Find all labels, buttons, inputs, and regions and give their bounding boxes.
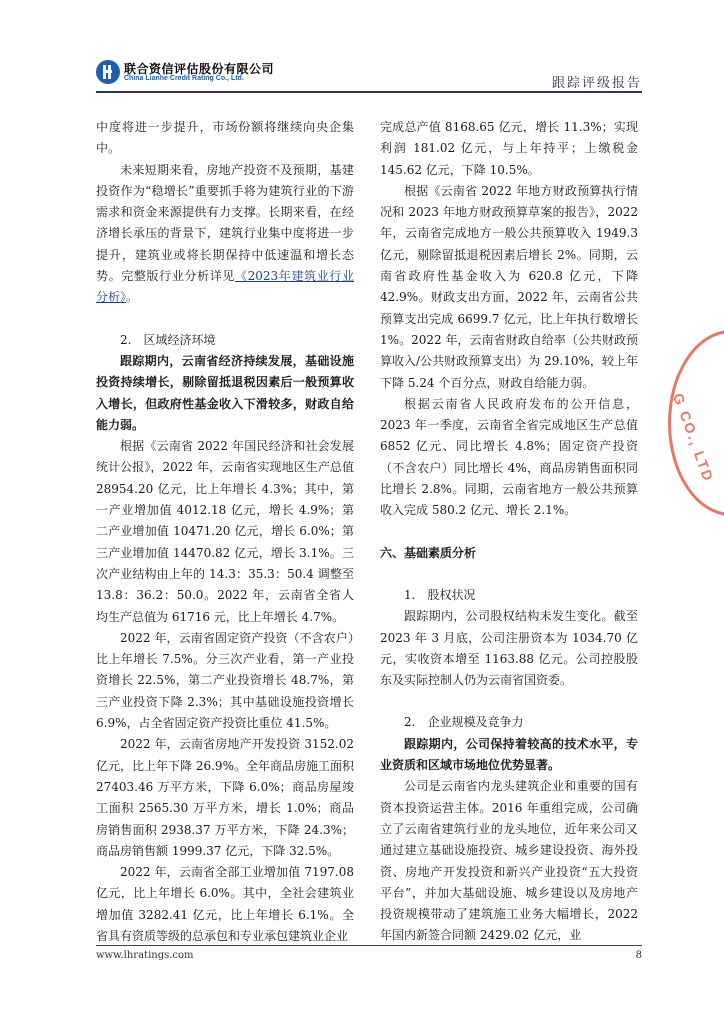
report-title: 跟踪评级报告 (551, 76, 642, 91)
spacer (380, 691, 638, 712)
company-logo-icon (96, 60, 120, 84)
company-name-cn: 联合资信评估股份有限公司 (124, 62, 275, 76)
subsection-2-summary: 跟踪期内，公司保持着较高的技术水平，专业资质和区域市场地位优势显著。 (380, 736, 638, 773)
industry-outlook-end: 。 (126, 290, 139, 305)
company-name-en: China Lianhe Credit Rating Co., Ltd. (124, 75, 244, 82)
seal-text: G CO., LTD (669, 391, 718, 485)
left-column (96, 117, 354, 947)
right-paragraph-2: 根据《云南省 2022 年地方财政预算执行情况和 2023 年地方财政预算草案的报告》，2022 年，云南省完成地方一般公共预算收入 1949.3 亿元，剔除留抵退税因素后增长 2%。同期，云南省政府性基金收入为 620.8 亿元，下降 42.9%。财政支出方面，2022 年，云南省公共预算支出完成 6699.7 亿元，比上年执行数增长 1%。2022 年，云南省财政自给率（公共财政预算收入/公共财政预算支出）为 29.10%，较上年下降 5.24 个百分点，财政自给能力弱。 (380, 183, 638, 390)
right-paragraph-4: 跟踪期内，公司股权结构未发生变化。截至 2023 年 3 月底，公司注册资本为 1034.70 亿元，实收资本增至 1163.88 亿元。公司控股股东及实际控制人仍为云南省国资委。 (380, 609, 638, 688)
header-divider (96, 91, 642, 93)
footer-website-link[interactable]: www.lhratings.com (96, 950, 194, 961)
spacer (380, 564, 638, 585)
left-paragraph-4: 2022 年，云南省固定资产投资（不含农户）比上年增长 7.5%。分三次产业看，第一产业投资增长 22.5%，第二产业投资增长 48.7%，第三产业投资下降 2.3%；其中基础设施投资增长 6.9%，占全省固定资产投资比重位 41.5%。 (96, 630, 354, 731)
company-seal-stamp (668, 330, 724, 516)
right-paragraph-1: 完成总产值 8168.65 亿元，增长 11.3%；实现利润 181.02 亿元，与上年持平；上缴税金 145.62 亿元，下降 10.5%。 (380, 120, 638, 177)
left-paragraph-6: 2022 年，云南省全部工业增加值 7197.08 亿元，比上年增长 6.0%。其中，全社会建筑业增加值 3282.41 亿元，比上年增长 6.1%。全省具有资质等级的总承包和专业承包建筑业企业 (96, 865, 354, 943)
left-paragraph-1: 中度将进一步提升，市场份额将继续向央企集中。 (96, 120, 354, 156)
page-number: 8 (635, 950, 642, 961)
footer-divider (96, 945, 642, 946)
section-2-summary: 跟踪期内，云南省经济持续发展，基础设施投资持续增长，剔除留抵退税因素后一般预算收入增长，但政府性基金收入下滑较多，财政自给能力弱。 (96, 353, 354, 432)
subsection-2-title: 2. 企业规模及竞争力 (404, 715, 524, 730)
left-paragraph-2 (96, 160, 354, 309)
right-paragraph-5: 公司是云南省内龙头建筑企业和重要的国有资本投资运营主体。2016 年重组完成，公司确立了云南省建筑行业的龙头地位，近年来公司又通过建立基础设施投资、城乡建设投资、海外投资、房地产开发投资和新兴产业投资“五大投资平台”，并加大基础设施、城乡建设以及房地产投资规模带动了建筑施工业务大幅增长，2022 年国内新签合同额 2429.02 亿元，业 (380, 779, 638, 943)
subsection-1-title: 1. 股权状况 (404, 587, 476, 602)
page-header (96, 60, 642, 92)
spacer (380, 522, 638, 543)
right-column (380, 117, 638, 947)
spacer (96, 309, 354, 330)
left-paragraph-5: 2022 年，云南省房地产开发投资 3152.02 亿元，比上年下降 26.9%。全年商品房施工面积 27403.46 万平方米，下降 6.0%；商品房屋竣工面积 2565.30 万平方米，增长 1.0%；商品房销售面积 2938.37 万平方米，下降 24.3%；商品房销售额 1999.37 亿元，下降 32.5%。 (96, 737, 354, 858)
industry-outlook-text: 未来短期来看，房地产投资不及预期，基建投资作为“稳增长”重要抓手将为建筑行业的下游需求和资金来源提供有力支撑。长期来看，在经济增长承压的背景下，建筑行业集中度将进一步提升，建筑业或将长期保持中低速温和增长态势。完整版行业分析详见 (96, 162, 354, 284)
right-paragraph-3: 根据云南省人民政府发布的公开信息，2023 年一季度，云南省全省完成地区生产总值 6852 亿元、同比增长 4.8%；固定资产投资（不含农户）同比增长 4%，商品房销售面积同比增长 2.8%。同期，云南省地方一般公共预算收入完成 580.2 亿元、增长 2.1%。 (380, 396, 638, 518)
section-6-title: 六、基础素质分析 (380, 545, 477, 560)
left-paragraph-3: 根据《云南省 2022 年国民经济和社会发展统计公报》，2022 年，云南省实现地区生产总值 28954.20 亿元，比上年增长 4.3%；其中，第一产业增加值 4012.18 亿元，增长 4.9%；第二产业增加值 10471.20 亿元，增长 6.0%；第三产业增加值 14470.82 亿元，增长 3.1%。三次产业结构由上年的 14.3：35.3：50.4 调整至 13.8：36.2：50.0。2022 年，云南省全省人均生产总值为 61716 元，比上年增长 4.7%。 (96, 439, 354, 624)
industry-report-link[interactable]: 《2023年建筑业行业分析》 (96, 269, 354, 305)
section-2-title: 2. 区域经济环境 (120, 332, 216, 347)
